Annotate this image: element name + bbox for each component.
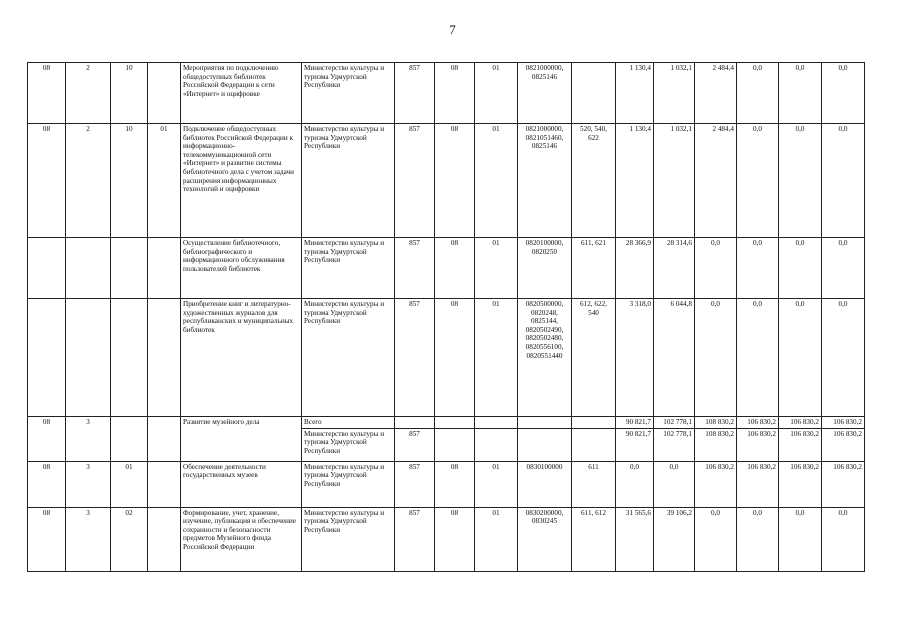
cell-executor: Министерство культуры и туризма Удмуртской Республики — [302, 238, 395, 299]
cell-vr: 611, 612 — [572, 507, 616, 571]
cell-om: 10 — [111, 63, 148, 124]
cell-gp: 08 — [28, 507, 66, 571]
cell-value-2: 0,0 — [654, 461, 695, 507]
cell-executor: Министерство культуры и туризма Удмуртской Республики — [302, 428, 395, 461]
cell-gp: 08 — [28, 461, 66, 507]
cell-grbs: 857 — [395, 428, 435, 461]
cell-pp: 3 — [66, 461, 111, 507]
cell-vr — [572, 417, 616, 429]
cell-csr: 0821000000, 0821051460, 0825146 — [518, 124, 572, 238]
cell-value-1: 3 318,0 — [616, 299, 654, 417]
cell-value-2: 28 314,6 — [654, 238, 695, 299]
cell-pp — [66, 238, 111, 299]
budget-table — [27, 62, 865, 572]
cell-executor: Министерство культуры и туризма Удмуртской Республики — [302, 63, 395, 124]
cell-pp: 3 — [66, 417, 111, 462]
cell-csr — [518, 428, 572, 461]
cell-m — [148, 507, 181, 571]
cell-gp: 08 — [28, 417, 66, 462]
cell-value-6: 0,0 — [822, 507, 865, 571]
cell-value-5: 0,0 — [779, 299, 822, 417]
cell-m — [148, 461, 181, 507]
cell-value-1: 1 130,4 — [616, 63, 654, 124]
cell-value-3: 2 484,4 — [695, 124, 737, 238]
cell-m — [148, 299, 181, 417]
cell-value-5: 0,0 — [779, 507, 822, 571]
cell-value-1: 0,0 — [616, 461, 654, 507]
cell-gp: 08 — [28, 63, 66, 124]
cell-grbs: 857 — [395, 124, 435, 238]
cell-value-4: 106 830,2 — [737, 417, 779, 429]
cell-om — [111, 417, 148, 462]
cell-value-3: 0,0 — [695, 299, 737, 417]
cell-gp — [28, 299, 66, 417]
cell-grbs — [395, 417, 435, 429]
cell-name: Формирование, учет, хранение, изучение, публикация и обеспечение сохранности и безопасности предметов Музейного фонда Российской Федерации — [181, 507, 302, 571]
cell-pp: 3 — [66, 507, 111, 571]
cell-pp: 2 — [66, 124, 111, 238]
cell-value-5: 0,0 — [779, 238, 822, 299]
cell-om: 01 — [111, 461, 148, 507]
cell-vr: 520, 540, 622 — [572, 124, 616, 238]
cell-grbs: 857 — [395, 238, 435, 299]
cell-value-4: 106 830,2 — [737, 461, 779, 507]
cell-value-3: 0,0 — [695, 507, 737, 571]
cell-executor: Министерство культуры и туризма Удмуртской Республики — [302, 299, 395, 417]
cell-value-4: 0,0 — [737, 507, 779, 571]
cell-value-3: 108 830,2 — [695, 428, 737, 461]
page-number: 7 — [449, 22, 456, 37]
cell-value-6: 106 830,2 — [822, 428, 865, 461]
cell-pr: 01 — [475, 299, 518, 417]
cell-grbs: 857 — [395, 299, 435, 417]
cell-csr — [518, 417, 572, 429]
cell-value-3: 2 484,4 — [695, 63, 737, 124]
cell-pr: 01 — [475, 461, 518, 507]
cell-value-3: 0,0 — [695, 238, 737, 299]
table-row — [28, 299, 865, 417]
cell-rz: 08 — [435, 124, 475, 238]
cell-value-1: 1 130,4 — [616, 124, 654, 238]
cell-rz: 08 — [435, 238, 475, 299]
cell-value-6: 0,0 — [822, 299, 865, 417]
cell-rz: 08 — [435, 63, 475, 124]
cell-name: Осуществление библиотечного, библиографического и информационного обслуживания пользователей библиотек — [181, 238, 302, 299]
cell-rz — [435, 428, 475, 461]
cell-om — [111, 299, 148, 417]
cell-gp: 08 — [28, 124, 66, 238]
cell-value-6: 106 830,2 — [822, 417, 865, 429]
cell-rz: 08 — [435, 461, 475, 507]
cell-name: Обеспечение деятельности государственных музеев — [181, 461, 302, 507]
cell-value-4: 106 830,2 — [737, 428, 779, 461]
cell-pr: 01 — [475, 63, 518, 124]
cell-value-2: 102 778,1 — [654, 428, 695, 461]
table-row — [28, 461, 865, 507]
table-row — [28, 124, 865, 238]
cell-name: Развитие музейного дела — [181, 417, 302, 462]
cell-value-6: 0,0 — [822, 238, 865, 299]
cell-pr — [475, 428, 518, 461]
cell-value-2: 1 032,1 — [654, 124, 695, 238]
cell-vr: 611 — [572, 461, 616, 507]
cell-value-5: 0,0 — [779, 63, 822, 124]
cell-value-3: 106 830,2 — [695, 461, 737, 507]
cell-csr: 0820100000, 0820250 — [518, 238, 572, 299]
cell-pr: 01 — [475, 507, 518, 571]
cell-csr: 0820500000, 0820248, 0825144, 0820502490, 0820502480, 0820556100, 0820551440 — [518, 299, 572, 417]
cell-grbs: 857 — [395, 507, 435, 571]
cell-pp — [66, 299, 111, 417]
cell-om — [111, 238, 148, 299]
cell-value-1: 90 821,7 — [616, 417, 654, 429]
cell-executor: Министерство культуры и туризма Удмуртской Республики — [302, 124, 395, 238]
table-row — [28, 417, 865, 429]
cell-value-5: 106 830,2 — [779, 461, 822, 507]
cell-rz: 08 — [435, 507, 475, 571]
cell-value-6: 0,0 — [822, 124, 865, 238]
cell-name: Подключение общедоступных библиотек Российской Федерации к информационно-телекоммуникационной сети «Интернет» и развитие системы библиотечного дела с учетом задачи расширения информационных технологий и оцифровки — [181, 124, 302, 238]
cell-name: Приобретение книг и литературно-художественных журналов для республиканских и муниципальных библиотек — [181, 299, 302, 417]
table-row — [28, 238, 865, 299]
cell-csr: 0821000000, 0825146 — [518, 63, 572, 124]
cell-executor: Всего — [302, 417, 395, 429]
cell-value-4: 0,0 — [737, 63, 779, 124]
cell-value-5: 106 830,2 — [779, 417, 822, 429]
cell-pr: 01 — [475, 124, 518, 238]
table-row — [28, 507, 865, 571]
cell-pr: 01 — [475, 238, 518, 299]
cell-csr: 0830100000 — [518, 461, 572, 507]
cell-value-2: 102 778,1 — [654, 417, 695, 429]
cell-value-2: 1 032,1 — [654, 63, 695, 124]
cell-vr: 611, 621 — [572, 238, 616, 299]
cell-pr — [475, 417, 518, 429]
cell-value-1: 90 821,7 — [616, 428, 654, 461]
cell-value-5: 106 830,2 — [779, 428, 822, 461]
cell-value-1: 28 366,9 — [616, 238, 654, 299]
table-row — [28, 63, 865, 124]
cell-rz: 08 — [435, 299, 475, 417]
cell-value-4: 0,0 — [737, 238, 779, 299]
cell-value-2: 39 106,2 — [654, 507, 695, 571]
cell-vr — [572, 63, 616, 124]
cell-executor: Министерство культуры и туризма Удмуртской Республики — [302, 461, 395, 507]
cell-value-6: 106 830,2 — [822, 461, 865, 507]
cell-value-3: 108 830,2 — [695, 417, 737, 429]
cell-om: 02 — [111, 507, 148, 571]
cell-value-4: 0,0 — [737, 124, 779, 238]
cell-vr — [572, 428, 616, 461]
cell-grbs: 857 — [395, 461, 435, 507]
cell-vr: 612, 622, 540 — [572, 299, 616, 417]
cell-m — [148, 238, 181, 299]
cell-m — [148, 63, 181, 124]
cell-gp — [28, 238, 66, 299]
cell-name: Мероприятия по подключению общедоступных библиотек Российской Федерации к сети «Интернет» и оцифровке — [181, 63, 302, 124]
cell-pp: 2 — [66, 63, 111, 124]
cell-rz — [435, 417, 475, 429]
cell-value-1: 31 565,6 — [616, 507, 654, 571]
cell-value-2: 6 044,8 — [654, 299, 695, 417]
cell-grbs: 857 — [395, 63, 435, 124]
cell-executor: Министерство культуры и туризма Удмуртской Республики — [302, 507, 395, 571]
cell-m: 01 — [148, 124, 181, 238]
cell-value-5: 0,0 — [779, 124, 822, 238]
cell-m — [148, 417, 181, 462]
cell-value-6: 0,0 — [822, 63, 865, 124]
cell-value-4: 0,0 — [737, 299, 779, 417]
cell-csr: 0830200000, 0830245 — [518, 507, 572, 571]
cell-om: 10 — [111, 124, 148, 238]
